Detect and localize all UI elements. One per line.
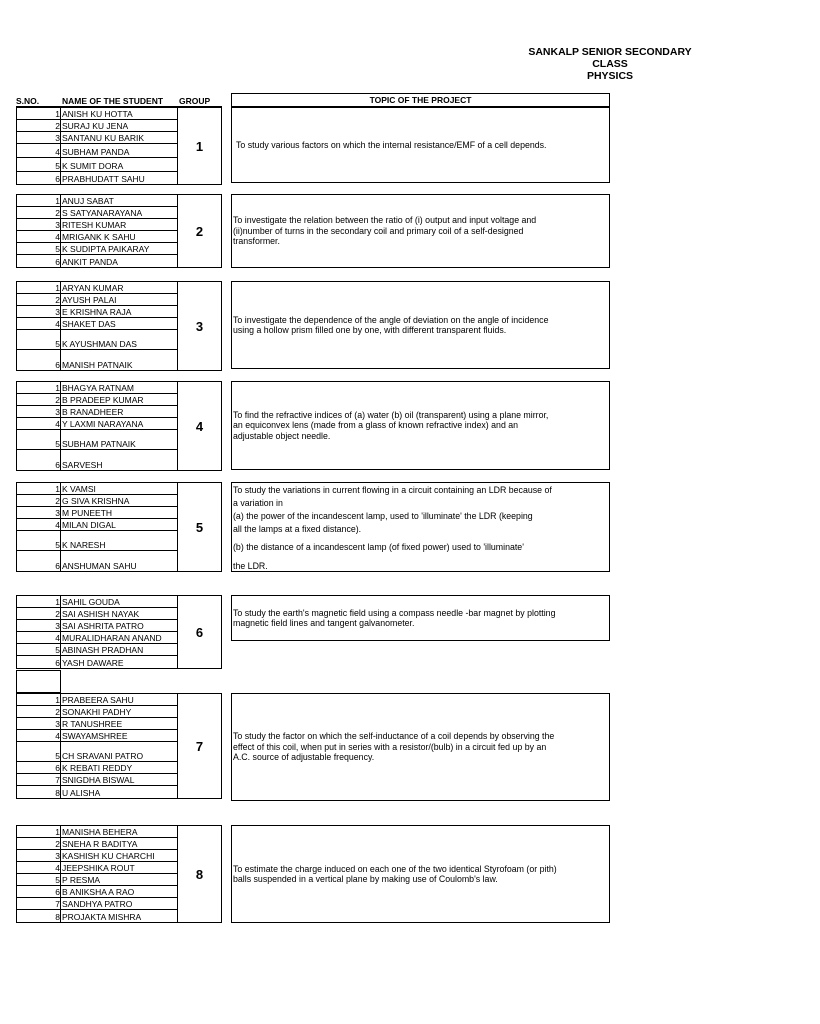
- student-serial-number: 4: [17, 862, 61, 873]
- student-name: YASH DAWARE: [62, 658, 124, 668]
- topic-line: To study various factors on which the internal resistance/EMF of a cell depends.: [236, 139, 547, 150]
- student-name: ANKIT PANDA: [62, 257, 118, 267]
- student-serial-number: 1: [17, 282, 61, 293]
- student-row: [17, 495, 177, 507]
- student-serial-number: 5: [17, 158, 61, 171]
- student-serial-number: 6: [17, 172, 61, 184]
- student-row: [17, 874, 177, 886]
- student-serial-number: 2: [17, 294, 61, 305]
- student-row: [17, 282, 177, 294]
- group-7-project-topic: [231, 693, 610, 801]
- topic-text: [233, 484, 608, 572]
- student-name: Y LAXMI NARAYANA: [62, 419, 144, 429]
- class-title: CLASS: [592, 58, 628, 70]
- group-number-cell: 8: [177, 825, 222, 923]
- student-name: AYUSH PALAI: [62, 295, 117, 305]
- topic-line: To study the factor on which the self-inductance of a coil depends by observing the: [233, 731, 555, 742]
- topic-line: magnetic field lines and tangent galvanometer.: [233, 618, 415, 628]
- student-row: [17, 450, 177, 470]
- topic-line: the LDR.: [233, 560, 268, 571]
- student-row: [17, 382, 177, 394]
- student-row: [17, 644, 177, 656]
- student-row: [17, 318, 177, 330]
- student-serial-number: 1: [17, 382, 61, 393]
- group-4-project-topic: [231, 381, 610, 470]
- student-row: [17, 120, 177, 132]
- student-row: [17, 862, 177, 874]
- student-row: [17, 294, 177, 306]
- student-name: PRABEERA SAHU: [62, 695, 134, 705]
- student-name: K AYUSHMAN DAS: [62, 339, 137, 349]
- student-name: P RESMA: [62, 875, 101, 885]
- group-2-project-topic: [231, 194, 610, 268]
- student-serial-number: 5: [17, 330, 61, 349]
- student-name: G SIVA KRISHNA: [62, 496, 130, 506]
- student-serial-number: 6: [17, 762, 61, 773]
- student-row: [17, 158, 177, 172]
- student-row: [17, 207, 177, 219]
- student-name: KASHISH KU CHARCHI: [62, 851, 155, 861]
- student-serial-number: 8: [17, 910, 61, 922]
- topic-line: To investigate the relation between the ratio of (i) output and input voltage and: [233, 215, 537, 226]
- student-row: [17, 886, 177, 898]
- student-row: [17, 826, 177, 838]
- student-row: [17, 350, 177, 370]
- subject-title: PHYSICS: [586, 70, 634, 82]
- topic-line: To find the refractive indices of (a) water (b) oil (transparent) using a plane mirror,: [233, 409, 549, 420]
- student-serial-number: 1: [17, 694, 61, 705]
- student-row: [17, 762, 177, 774]
- student-serial-number: 1: [17, 826, 61, 837]
- student-name: B PRADEEP KUMAR: [62, 395, 144, 405]
- student-serial-number: 4: [17, 632, 61, 643]
- student-name: SUBHAM PATNAIK: [62, 439, 136, 449]
- student-row: [17, 620, 177, 632]
- student-serial-number: 1: [17, 195, 61, 206]
- student-row: [17, 306, 177, 318]
- topic-line: an equiconvex lens (made from a glass of known refractive index) and an: [233, 420, 519, 431]
- student-name: B ANIKSHA A RAO: [62, 887, 135, 897]
- topic-text: [233, 608, 555, 629]
- group-6-student-list: [16, 595, 178, 669]
- topic-line: To investigate the dependence of the angle of deviation on the angle of incidence: [233, 314, 549, 325]
- student-name: ARYAN KUMAR: [62, 283, 124, 293]
- student-serial-number: 4: [17, 318, 61, 329]
- student-name: ANISH KU HOTTA: [62, 109, 133, 119]
- student-name: E KRISHNA RAJA: [62, 307, 132, 317]
- student-name: SAI ASHISH NAYAK: [62, 609, 140, 619]
- student-row: [17, 608, 177, 620]
- student-name: PROJAKTA MISHRA: [62, 912, 142, 922]
- student-serial-number: 4: [17, 519, 61, 530]
- group-8-student-list: [16, 825, 178, 923]
- student-name: MANISH PATNAIK: [62, 360, 133, 370]
- student-row: [17, 144, 177, 158]
- topic-line: (a) the power of the incandescent lamp, used to 'illuminate' the LDR (keeping: [233, 511, 533, 521]
- empty-cell: [16, 670, 61, 693]
- student-serial-number: 2: [17, 394, 61, 405]
- student-serial-number: 6: [17, 255, 61, 267]
- group-number-cell: 2: [177, 194, 222, 268]
- student-serial-number: 3: [17, 718, 61, 729]
- student-name: SANDHYA PATRO: [62, 899, 133, 909]
- student-row: [17, 483, 177, 495]
- group-1-student-list: [16, 107, 178, 185]
- group-3-student-list: [16, 281, 178, 371]
- student-name: SAI ASHRITA PATRO: [62, 621, 144, 631]
- student-name: ABINASH PRADHAN: [62, 645, 144, 655]
- group-number-cell: 3: [177, 281, 222, 371]
- student-row: [17, 219, 177, 231]
- group-1-project-topic: [231, 107, 610, 183]
- student-serial-number: 5: [17, 874, 61, 885]
- group-7-student-list: [16, 693, 178, 799]
- student-row: [17, 706, 177, 718]
- student-row: [17, 838, 177, 850]
- topic-column-header: TOPIC OF THE PROJECT: [231, 93, 610, 107]
- group-column-header: GROUP: [179, 96, 211, 106]
- student-serial-number: 5: [17, 243, 61, 254]
- topic-text: [233, 215, 536, 247]
- student-row: [17, 531, 177, 551]
- topic-line: To study the variations in current flowing in a circuit containing an LDR because of: [233, 485, 552, 495]
- student-name: SAHIL GOUDA: [62, 597, 120, 607]
- group-number-cell: 4: [177, 381, 222, 471]
- student-row: [17, 330, 177, 350]
- student-name: ANSHUMAN SAHU: [62, 561, 137, 571]
- student-serial-number: 5: [17, 742, 61, 761]
- student-name: ANUJ SABAT: [62, 196, 114, 206]
- student-serial-number: 4: [17, 231, 61, 242]
- student-serial-number: 2: [17, 706, 61, 717]
- student-row: [17, 255, 177, 267]
- group-number-cell: 7: [177, 693, 222, 799]
- student-serial-number: 1: [17, 483, 61, 494]
- student-serial-number: 3: [17, 306, 61, 317]
- name-column-header: NAME OF THE STUDENT: [62, 96, 164, 106]
- student-name: PRABHUDATT SAHU: [62, 174, 145, 184]
- student-row: [17, 394, 177, 406]
- student-name: SANTANU KU BARIK: [62, 133, 145, 143]
- student-row: [17, 172, 177, 184]
- student-row: [17, 430, 177, 450]
- student-row: [17, 596, 177, 608]
- student-serial-number: 3: [17, 219, 61, 230]
- student-name: MRIGANK K SAHU: [62, 232, 136, 242]
- group-5-project-topic: [231, 482, 610, 572]
- student-row: [17, 774, 177, 786]
- student-row: [17, 850, 177, 862]
- topic-text: [233, 140, 547, 151]
- topic-line: (ii)number of turns in the secondary coil and primary coil of a self-designed: [233, 225, 524, 236]
- student-serial-number: 4: [17, 418, 61, 429]
- student-row: [17, 898, 177, 910]
- student-name: K REBATI REDDY: [62, 763, 133, 773]
- student-serial-number: 3: [17, 850, 61, 861]
- student-row: [17, 418, 177, 430]
- student-serial-number: 3: [17, 620, 61, 631]
- student-name: SARVESH: [62, 460, 103, 470]
- topic-text: [233, 864, 557, 885]
- student-serial-number: 2: [17, 608, 61, 619]
- topic-line: balls suspended in a vertical plane by making use of Coulomb's law.: [233, 874, 498, 884]
- student-serial-number: 5: [17, 644, 61, 655]
- student-name: U ALISHA: [62, 788, 101, 798]
- student-name: CH SRAVANI PATRO: [62, 751, 144, 761]
- student-serial-number: 2: [17, 207, 61, 218]
- student-serial-number: 6: [17, 656, 61, 668]
- student-serial-number: 2: [17, 838, 61, 849]
- group-2-student-list: [16, 194, 178, 268]
- topic-line: all the lamps at a fixed distance).: [233, 523, 362, 534]
- student-name: SNEHA R BADITYA: [62, 839, 138, 849]
- student-row: [17, 718, 177, 730]
- student-name: B RANADHEER: [62, 407, 124, 417]
- student-name: MANISHA BEHERA: [62, 827, 138, 837]
- student-name: MURALIDHARAN ANAND: [62, 633, 162, 643]
- student-serial-number: 6: [17, 450, 61, 470]
- group-number-cell: 6: [177, 595, 222, 669]
- topic-line: transformer.: [233, 236, 280, 247]
- student-name: JEEPSHIKA ROUT: [62, 863, 135, 873]
- student-serial-number: 5: [17, 531, 61, 550]
- student-name: SHAKET DAS: [62, 319, 116, 329]
- student-serial-number: 3: [17, 507, 61, 518]
- student-row: [17, 406, 177, 418]
- student-serial-number: 3: [17, 406, 61, 417]
- student-serial-number: 5: [17, 430, 61, 449]
- group-5-student-list: [16, 482, 178, 572]
- student-name: K SUDIPTA PAIKARAY: [62, 244, 150, 254]
- topic-line: a variation in: [233, 497, 283, 508]
- topic-text: [233, 410, 548, 442]
- student-row: [17, 632, 177, 644]
- student-name: K VAMSI: [62, 484, 96, 494]
- group-3-project-topic: [231, 281, 610, 369]
- student-name: S SATYANARAYANA: [62, 208, 143, 218]
- student-serial-number: 7: [17, 774, 61, 785]
- student-name: MILAN DIGAL: [62, 520, 116, 530]
- student-serial-number: 1: [17, 108, 61, 119]
- student-name: SUBHAM PANDA: [62, 147, 130, 157]
- student-serial-number: 8: [17, 786, 61, 798]
- topic-text: [233, 315, 548, 336]
- student-row: [17, 694, 177, 706]
- student-serial-number: 7: [17, 898, 61, 909]
- student-serial-number: 2: [17, 120, 61, 131]
- student-name: RITESH KUMAR: [62, 220, 127, 230]
- student-serial-number: 3: [17, 132, 61, 143]
- student-name: SNIGDHA BISWAL: [62, 775, 135, 785]
- topic-line: To study the earth's magnetic field using a compass needle -bar magnet by plotting: [233, 607, 556, 618]
- student-name: SURAJ KU JENA: [62, 121, 129, 131]
- school-title: SANKALP SENIOR SECONDARY: [528, 46, 692, 58]
- student-row: [17, 910, 177, 922]
- group-number-cell: 5: [177, 482, 222, 572]
- student-serial-number: 4: [17, 730, 61, 741]
- topic-line: using a hollow prism filled one by one, with different transparent fluids.: [233, 325, 507, 335]
- topic-line: (b) the distance of a incandescent lamp (of fixed power) used to 'illuminate': [233, 542, 524, 552]
- student-row: [17, 231, 177, 243]
- topic-text: [233, 731, 554, 763]
- student-row: [17, 243, 177, 255]
- student-serial-number: 1: [17, 596, 61, 607]
- student-serial-number: 6: [17, 886, 61, 897]
- topic-line: adjustable object needle.: [233, 430, 331, 441]
- group-6-project-topic: [231, 595, 610, 641]
- student-row: [17, 132, 177, 144]
- student-row: [17, 507, 177, 519]
- student-row: [17, 195, 177, 207]
- student-name: R TANUSHREE: [62, 719, 123, 729]
- student-row: [17, 730, 177, 742]
- student-row: [17, 656, 177, 668]
- student-row: [17, 108, 177, 120]
- student-serial-number: 6: [17, 551, 61, 571]
- student-name: BHAGYA RATNAM: [62, 383, 134, 393]
- topic-line: A.C. source of adjustable frequency.: [233, 752, 375, 763]
- student-row: [17, 786, 177, 798]
- group-8-project-topic: [231, 825, 610, 923]
- student-serial-number: 6: [17, 350, 61, 370]
- student-row: [17, 519, 177, 531]
- group-number-cell: 1: [177, 107, 222, 185]
- student-serial-number: 4: [17, 144, 61, 157]
- student-name: M PUNEETH: [62, 508, 113, 518]
- student-name: K NARESH: [62, 540, 106, 550]
- group-4-student-list: [16, 381, 178, 471]
- student-name: SONAKHI PADHY: [62, 707, 132, 717]
- sno-column-header: S.NO.: [16, 96, 40, 106]
- student-name: SWAYAMSHREE: [62, 731, 128, 741]
- student-name: K SUMIT DORA: [62, 161, 124, 171]
- student-serial-number: 2: [17, 495, 61, 506]
- topic-line: effect of this coil, when put in series with a resistor/(bulb) in a circuit fed up by an: [233, 741, 547, 752]
- student-row: [17, 551, 177, 571]
- student-row: [17, 742, 177, 762]
- topic-line: To estimate the charge induced on each one of the two identical Styrofoam (or pith): [233, 863, 557, 874]
